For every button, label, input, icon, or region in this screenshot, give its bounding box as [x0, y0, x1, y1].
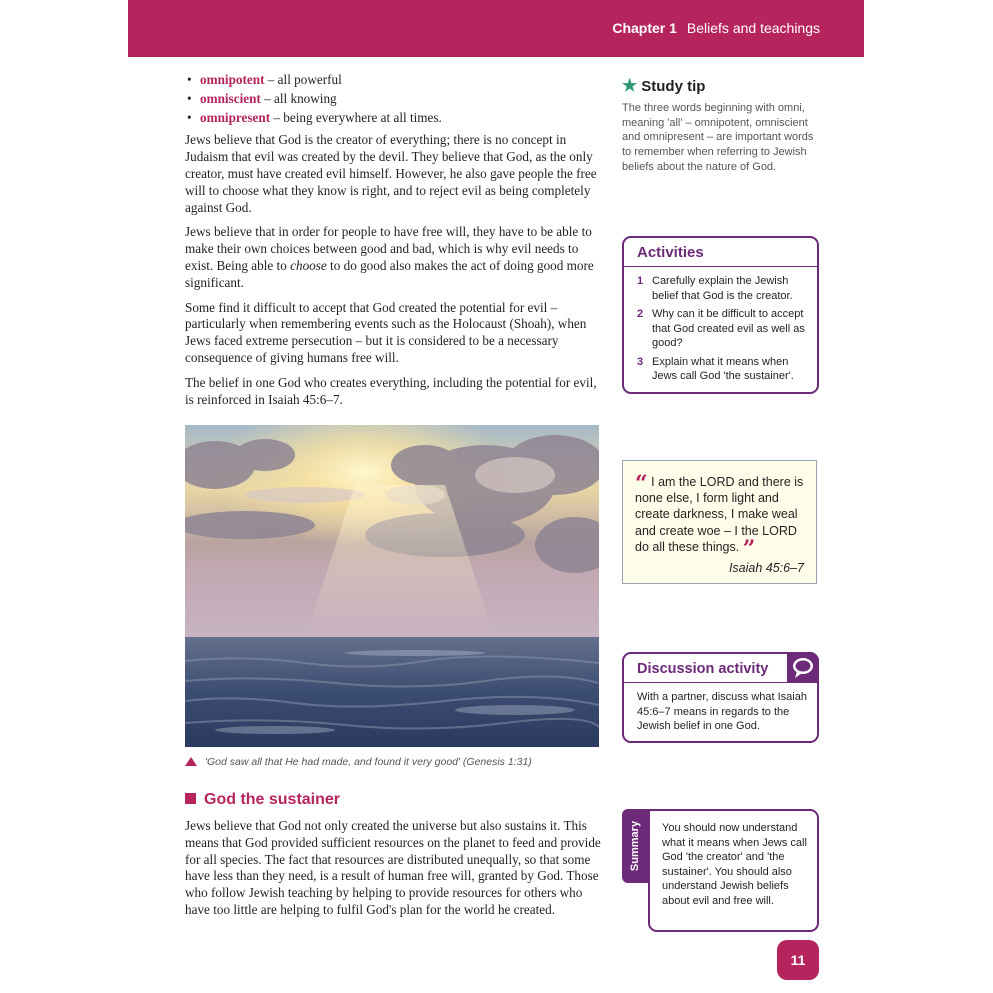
item-text: Carefully explain the Jewish belief that God is the creator.: [652, 275, 793, 302]
item-number: 2: [637, 308, 644, 320]
activities-box: [622, 236, 819, 394]
star-icon: ★: [622, 76, 638, 95]
term-definition: – all powerful: [264, 72, 342, 87]
item-text: Explain what it means when Jews call God 'the sustainer'.: [652, 355, 794, 382]
activities-title: Activities: [624, 238, 817, 267]
square-bullet-icon: [185, 793, 196, 804]
paragraph: The belief in one God who creates everything, including the potential for evil, is reinforced in Isaiah 45:6–7.: [185, 374, 597, 407]
quote-box: [622, 460, 817, 584]
paragraph-text: to do good also makes the act of doing good more significant.: [185, 257, 594, 290]
summary-tab-label: Summary: [629, 820, 641, 872]
paragraph-text: Jews believe that in order for people to have free will, they have to be able to make their own choices between good and bad, which is why evil needs to exist. Being able to: [185, 224, 592, 273]
term: omnipotent: [200, 72, 265, 87]
paragraph: Jews believe that God is the creator of everything; there is no concept in Judaism that evil was created by the devil. They believe that God, as the only creator, must have created evil himself. However, he also gave people the free will to choose what they know is right, and to reject evil as being completely against God.: [185, 132, 597, 215]
summary-box: [622, 809, 817, 930]
paragraph: [185, 224, 603, 291]
list-item: [185, 91, 603, 108]
item-number: 3: [637, 355, 644, 368]
open-quote-icon: “: [635, 471, 648, 497]
speech-bubble-icon: [787, 652, 819, 683]
activities-list: [624, 267, 817, 384]
page-number: 11: [777, 940, 819, 980]
main-column: [185, 72, 603, 416]
chapter-header: [128, 0, 864, 57]
photo-illustration: [185, 425, 599, 747]
section-heading-text: God the sustainer: [204, 791, 341, 808]
item-number: 1: [637, 275, 644, 287]
term-definition: – all knowing: [260, 90, 337, 106]
chapter-heading: [612, 20, 820, 36]
summary-body: You should now understand what it means when Jews call God 'the creator' and 'the sustainer'. You should also understand Jewish beliefs about evil and free will.: [662, 822, 807, 907]
chapter-title: Beliefs and teachings: [686, 20, 820, 36]
list-item: [637, 355, 809, 384]
emphasis-text: choose: [290, 257, 327, 273]
study-tip-title-text: Study tip: [641, 78, 706, 95]
discussion-body: With a partner, discuss what Isaiah 45:6–7 means in regards to the Jewish belief in one God.: [637, 691, 807, 732]
summary-content: [648, 809, 819, 932]
chapter-label: Chapter 1: [612, 20, 677, 36]
summary-tab: [622, 809, 648, 883]
study-tip-box: [622, 76, 820, 175]
discussion-activity-box: [622, 652, 819, 743]
omni-term-list: [185, 72, 603, 126]
quote-reference: Isaiah 45:6–7: [728, 561, 804, 575]
section-heading: [185, 791, 340, 809]
caption-triangle-icon: [185, 757, 197, 766]
quote-text: [635, 471, 811, 562]
photo-caption: [185, 756, 532, 768]
sunset-sea-photo: [185, 425, 599, 747]
list-item: [637, 307, 809, 351]
item-text: Why can it be difficult to accept that God created evil as well as good?: [652, 308, 805, 349]
discussion-title: Discussion activity: [624, 654, 817, 683]
section-paragraph: Jews believe that God not only created the universe but also sustains it. This means that God provided sufficient resources on the planet to feed and provide for all species. The fact that resources are distributed unequally, so that some have less than they need, is a result of human free will, granted by God. Those who follow Jewish teaching by helping to provide resources for others who have too little are helping to fulfil God's plan for the world he created.: [185, 818, 601, 917]
term: omnipresent: [200, 109, 271, 125]
study-tip-body: The three words beginning with omni, meaning 'all' – omnipotent, omniscient and omnipresent – are important words to remember when referring to Jewish beliefs about the nature of God.: [622, 102, 814, 173]
term: omniscient: [200, 90, 261, 106]
term-definition: – being everywhere at all times.: [270, 109, 442, 125]
paragraph: Some find it difficult to accept that God created the potential for evil – particularly when remembering events such as the Holocaust (Shoah), when Jews faced extreme persecution – but it is considered to be a necessary consequence of giving humans free will.: [185, 299, 587, 365]
caption-text: 'God saw all that He had made, and found it very good' (Genesis 1:31): [205, 756, 532, 768]
study-tip-title: [622, 76, 820, 96]
list-item: [185, 110, 603, 127]
close-quote-icon: ”: [742, 535, 756, 562]
quote-body: I am the LORD and there is none else, I form light and create darkness, I make weal and create woe – I the LORD do all these things.: [635, 475, 804, 554]
list-item: [185, 72, 603, 89]
list-item: [637, 274, 809, 303]
